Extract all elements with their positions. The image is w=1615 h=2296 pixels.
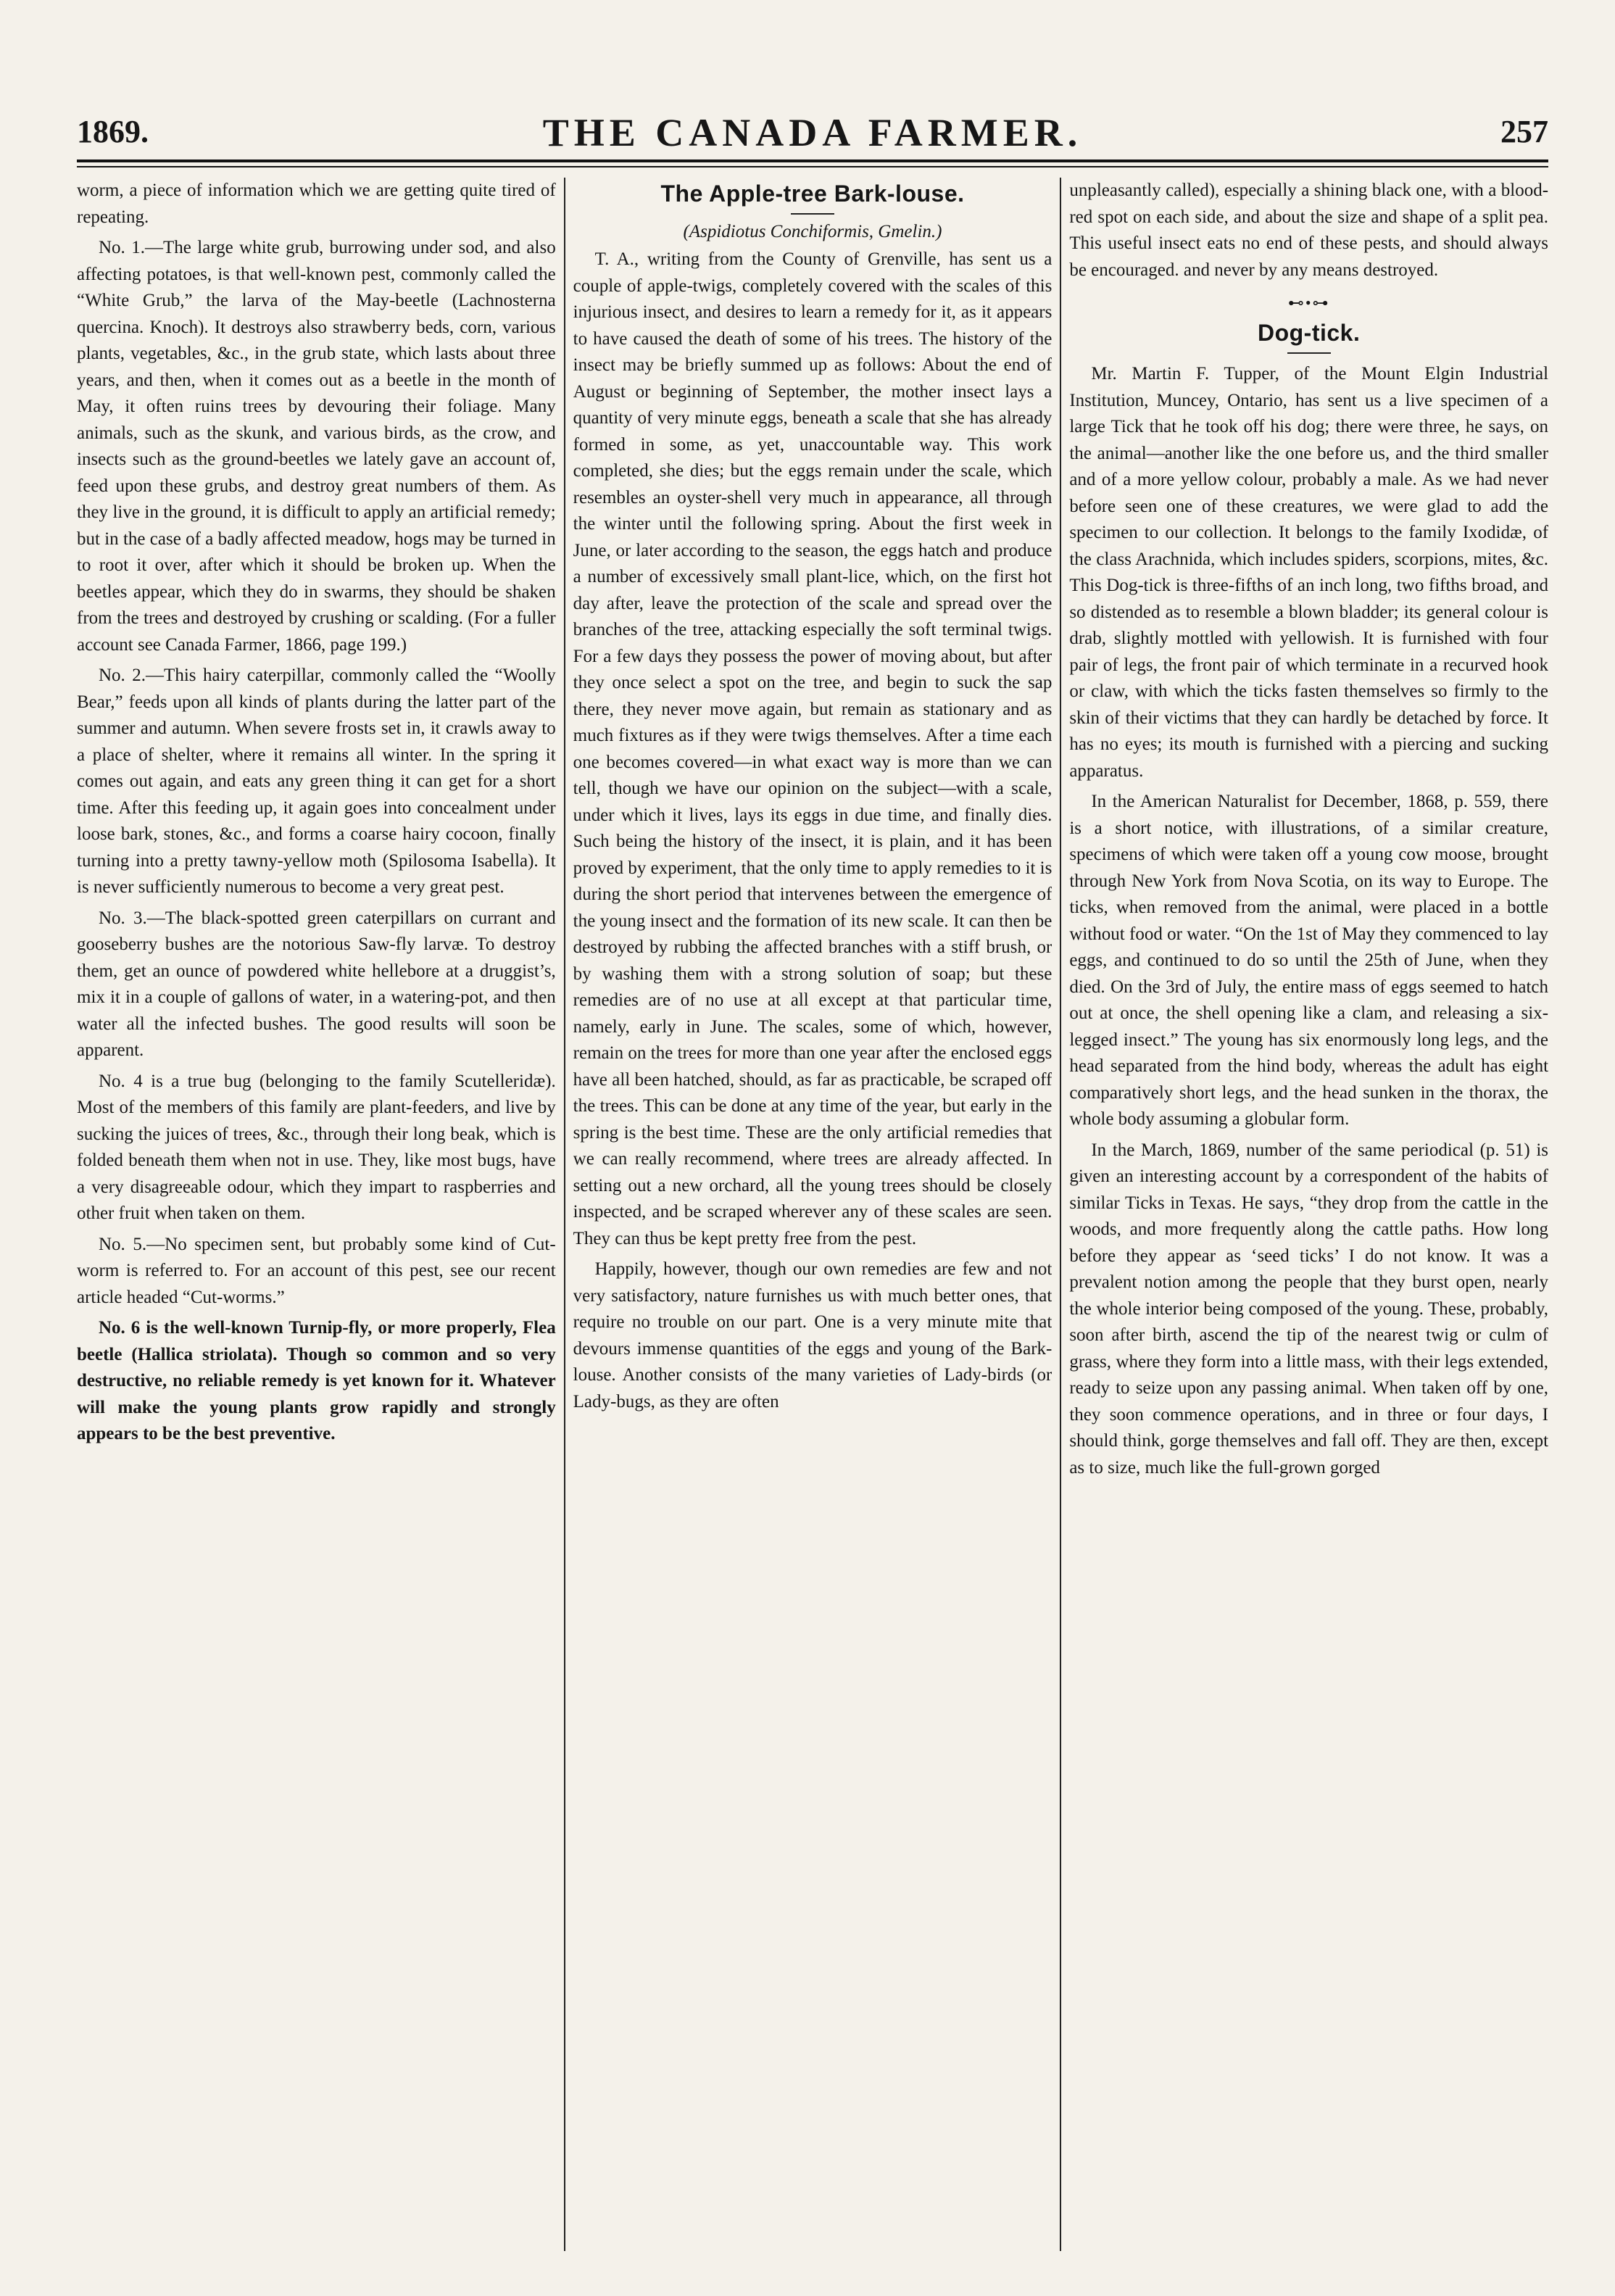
col2-paragraph-2: Happily, however, though our own remedies are few and not very satisfactory, nature furnishes us with much better ones, that require no trouble on our part. One is a very minute mite that devours immense quantities of the eggs and young of the Bark-louse. Another consists of the many varieties of Lady-birds (or Lady-bugs, as they are often	[573, 1259, 1053, 1412]
column-1	[77, 178, 556, 2251]
col3-paragraph-1: unpleasantly called), especially a shining black one, with a blood-red spot on each side, and about the size and shape of a split pea. This useful insect eats no end of these pests, and should always be encouraged. and never by any means destroyed.	[1069, 181, 1549, 280]
column-3	[1069, 178, 1548, 2251]
header-rule	[77, 166, 1548, 167]
col1-paragraph-3: No. 2.—This hairy caterpillar, commonly called the “Woolly Bear,” feeds upon all kinds of plants during the latter part of the summer and autumn. When severe frosts set in, it crawls away to a place of shelter, where it remains all winter. In the spring it comes out again, and eats any green thing it can get for a short time. After this feeding up, it again goes into concealment under loose bark, stones, &c., and forms a coarse hairy cocoon, finally turning into a pretty tawny-yellow moth (Spilosoma Isabella). It is never sufficiently numerous to become a very great pest.	[77, 666, 556, 897]
col1-paragraph-5: No. 4 is a true bug (belonging to the family Scutelleridæ). Most of the members of this family are plant-feeders, and live by sucking the juices of trees, &c., through their long beak, which is folded beneath them when not in use. They, like most bugs, have a very disagreeable odour, which they impart to raspberries and other fruit when taken on them.	[77, 1071, 556, 1223]
article-heading-bark-louse: The Apple-tree Bark-louse.	[660, 181, 965, 207]
page-header	[77, 109, 1548, 162]
article-heading-dog-tick: Dog-tick.	[1257, 320, 1361, 346]
columns	[77, 178, 1548, 2251]
heading-rule	[1287, 352, 1331, 354]
col1-paragraph-2: No. 1.—The large white grub, burrowing under sod, and also affecting potatoes, is that well-known pest, commonly called the “White Grub,” the larva of the May-beetle (Lachnosterna quercina. Knoch). It destroys also strawberry beds, corn, various plants, vegetables, &c., in the grub state, which lasts about three years, and then, when it comes out as a beetle in the month of May, it often ruins trees by devouring their foliage. Many animals, such as the skunk, and various birds, as the crow, and insects such as the ground-beetles we lately gave an account of, feed upon these grubs, and destroy great numbers of them. As they live in the ground, it is difficult to apply an artificial remedy; but in the case of a badly affected meadow, hogs may be turned in to root it over, after which it should be broken up. When the beetles appear, which they do in swarms, they should be shaken from the trees and destroyed by crushing or scalding. (For a fuller account see Canada Farmer, 1866, page 199.)	[77, 238, 556, 655]
col1-paragraph-4: No. 3.—The black-spotted green caterpillars on currant and gooseberry bushes are the notorious Saw-fly larvæ. To destroy them, get an ounce of powdered white hellebore at a druggist’s, mix it in a couple of gallons of water, in a watering-pot, and then water all the infected bushes. The good results will soon be apparent.	[77, 908, 556, 1060]
col1-paragraph-1: worm, a piece of information which we are getting quite tired of repeating.	[77, 181, 556, 227]
column-2	[573, 178, 1053, 2251]
col1-paragraph-6: No. 5.—No specimen sent, but probably some kind of Cut-worm is referred to. For an account of this pest, see our recent article headed “Cut-worms.”	[77, 1234, 556, 1307]
col1-paragraph-7: No. 6 is the well-known Turnip-fly, or more properly, Flea beetle (Hallica striolata). Though so common and so very destructive, no reliable remedy is yet known for it. Whatever will make the young plants grow rapidly and strongly appears to be the best preventive.	[77, 1318, 556, 1443]
article-subtitle: (Aspidiotus Conchiformis, Gmelin.)	[683, 222, 942, 241]
col2-paragraph-1: T. A., writing from the County of Grenville, has sent us a couple of apple-twigs, completely covered with the scales of this injurious insect, and desires to learn a remedy for it, as it appears to have caused the death of some of his trees. The history of the insect may be briefly summed up as follows: About the end of August or beginning of September, the mother insect lays a quantity of very minute eggs, beneath a scale that she has already formed in some, as yet, unaccountable way. This work completed, she dies; but the eggs remain under the scale, which resembles an oyster-shell very much in appearance, all through the winter until the following spring. About the first week in June, or later according to the season, the eggs hatch and produce a number of excessively small plant-lice, which, on the first hot day after, leave the protection of the scale and spread over the branches of the tree, attacking especially the soft terminal twigs. For a few days they possess the power of moving about, but after they once select a spot on the tree, and begin to suck the sap there, they never move again, but remain as stationary and as much fixtures as if they were twigs themselves. After a time each one becomes covered—in what exact way is more than we can tell, though we have our opinion on the subject—with a scale, under which it lives, lays its eggs in due time, and finally dies. Such being the history of the insect, it is plain, and it has been proved by experiment, that the only time to apply remedies to it is during the short period that intervenes between the emergence of the young insect and the formation of its new scale. It can then be destroyed by rubbing the affected branches with a stiff brush, or by washing them with a strong solution of soap; but these remedies are of no use at all except at that particular time, namely, early in June. The scales, some of which, however, remain on the trees for more than one year after the enclosed eggs have all been hatched, should, as far as practicable, be scraped off the trees. This can be done at any time of the year, but early in the spring is the best time. These are the only artificial remedies that we can really recommend, where trees are already affected. In setting out a new orchard, all the young trees should be closely inspected, and be scraped wherever any of these scales are seen. They can thus be kept pretty free from the pest.	[573, 249, 1053, 1248]
page-number: 257	[1500, 114, 1548, 149]
col3-paragraph-2: Mr. Martin F. Tupper, of the Mount Elgin Industrial Institution, Muncey, Ontario, has sent us a live specimen of a large Tick that he took off his dog; there were three, he says, on the animal—another like the one before us, and the third smaller and of a more yellow colour, probably a male. As we had never before seen one of these creatures, we were glad to add the specimen to our collection. It belongs to the family Ixodidæ, of the class Arachnida, which includes spiders, scorpions, mites, &c. This Dog-tick is three-fifths of an inch long, two fifths broad, and so distended as to resemble a blown bladder; its general colour is drab, slightly mottled with yellowish. It is furnished with four pair of legs, the front pair of which terminate in a recurved hook or claw, with which the ticks fasten themselves so firmly to the skin of their victims that they can hardly be detached by force. It has no eyes; its mouth is furnished with a piercing and sucking apparatus.	[1069, 364, 1549, 781]
masthead-title: THE CANADA FARMER.	[542, 111, 1083, 154]
header-year: 1869.	[77, 114, 149, 149]
newspaper-page	[77, 109, 1548, 2255]
col3-paragraph-4: In the March, 1869, number of the same periodical (p. 51) is given an interesting account by a correspondent of the habits of similar Ticks in Texas. He says, “they drop from the cattle in the woods, and more frequently along the cattle paths. How long before they appear as ‘seed ticks’ I do not know. It was a prevalent notion among the people that they burst open, nearly the whole interior being composed of the young. These, probably, soon after birth, ascend the tip of the nearest twig or culm of grass, where they form into a little mass, with their legs extended, ready to seize upon any passing animal. When taken off by one, they soon commence operations, and in three or four days, I should think, gorge themselves and fall off. They are then, except as to size, much like the full-grown gorged	[1069, 1140, 1549, 1478]
col3-paragraph-3: In the American Naturalist for December, 1868, p. 559, there is a short notice, with illustrations, of a similar creature, specimens of which were taken off a young cow moose, brought through New York from Nova Scotia, on its way to Europe. The ticks, when removed from the animal, were placed in a bottle without food or water. “On the 1st of May they commenced to lay eggs, and continued to do so until the 25th of June, when they died. On the 3rd of July, the entire mass of eggs seemed to hatch out at once, the shell opening like a clam, and releasing a six-legged insect.” The young has six enormously long legs, and the head separated from the hind body, whereas the adult has eight comparatively short legs, and the head sunken in the thorax, the whole body assuming a globular form.	[1069, 792, 1549, 1129]
section-ornament: ⊷•⊶	[1287, 294, 1330, 312]
heading-rule	[791, 213, 834, 215]
